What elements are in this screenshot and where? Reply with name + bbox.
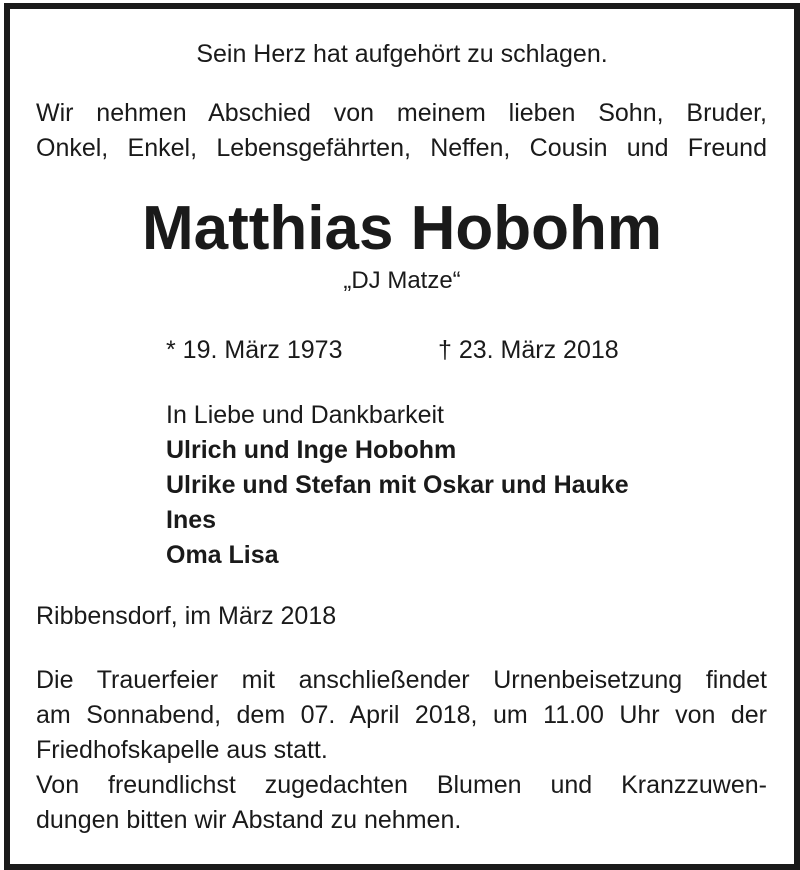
mourner-line: Ulrich und Inge Hobohm	[166, 436, 457, 464]
birth-date: * 19. März 1973	[166, 336, 343, 364]
intro-text: Sein Herz hat aufgehört zu schlagen.	[196, 40, 608, 68]
death-date: † 23. März 2018	[438, 336, 619, 364]
notice-content	[10, 9, 794, 864]
deceased-name: Matthias Hobohm	[141, 194, 663, 263]
ceremony-line: dungen bitten wir Abstand zu nehmen.	[36, 806, 462, 834]
ceremony-line: Von freundlichst zugedachten Blumen und Kranzzuwen-	[36, 771, 767, 799]
place-date: Ribbensdorf, im März 2018	[36, 602, 337, 630]
deceased-nickname: „DJ Matze“	[343, 267, 461, 294]
mourner-line: Oma Lisa	[166, 541, 279, 569]
mourners-intro: In Liebe und Dankbarkeit	[166, 401, 444, 429]
obituary-notice	[4, 3, 800, 870]
farewell-text-line-1: Wir nehmen Abschied von meinem lieben Sohn, Bruder,	[36, 99, 767, 127]
farewell-text-line-2: Onkel, Enkel, Lebensgefährten, Neffen, Cousin und Freund	[36, 134, 767, 162]
ceremony-line: am Sonnabend, dem 07. April 2018, um 11.00 Uhr von der	[36, 701, 767, 729]
mourner-line: Ulrike und Stefan mit Oskar und Hauke	[166, 471, 629, 499]
ceremony-line: Friedhofskapelle aus statt.	[36, 736, 328, 764]
ceremony-line: Die Trauerfeier mit anschließender Urnenbeisetzung findet	[36, 666, 767, 694]
mourner-line: Ines	[166, 506, 217, 534]
